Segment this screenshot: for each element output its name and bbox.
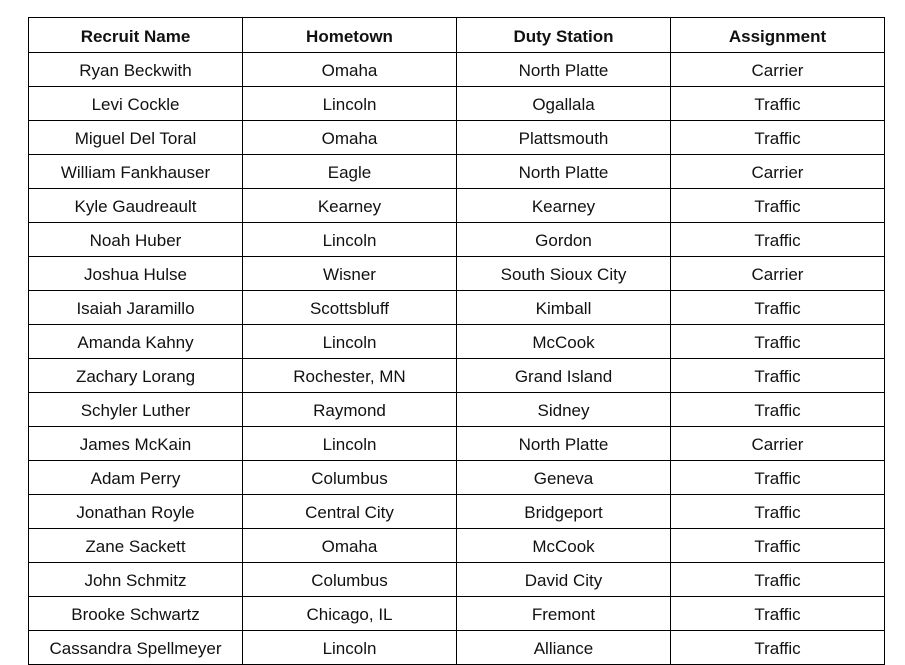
cell-duty-station: David City	[457, 563, 671, 597]
cell-recruit-name: John Schmitz	[29, 563, 243, 597]
cell-assignment: Traffic	[671, 223, 885, 257]
cell-assignment: Traffic	[671, 189, 885, 223]
cell-duty-station: Geneva	[457, 461, 671, 495]
cell-duty-station: Plattsmouth	[457, 121, 671, 155]
cell-duty-station: Bridgeport	[457, 495, 671, 529]
cell-duty-station: North Platte	[457, 427, 671, 461]
cell-recruit-name: James McKain	[29, 427, 243, 461]
cell-hometown: Chicago, IL	[243, 597, 457, 631]
cell-duty-station: Ogallala	[457, 87, 671, 121]
table-header	[29, 18, 885, 53]
cell-hometown: Columbus	[243, 461, 457, 495]
header-assignment: Assignment	[671, 18, 885, 53]
cell-recruit-name: Amanda Kahny	[29, 325, 243, 359]
cell-assignment: Traffic	[671, 631, 885, 665]
cell-recruit-name: Isaiah Jaramillo	[29, 291, 243, 325]
cell-hometown: Lincoln	[243, 325, 457, 359]
table-body	[29, 53, 885, 665]
cell-duty-station: Fremont	[457, 597, 671, 631]
cell-recruit-name: Zachary Lorang	[29, 359, 243, 393]
cell-hometown: Lincoln	[243, 427, 457, 461]
cell-duty-station: Sidney	[457, 393, 671, 427]
cell-duty-station: Kearney	[457, 189, 671, 223]
cell-hometown: Omaha	[243, 53, 457, 87]
cell-recruit-name: Schyler Luther	[29, 393, 243, 427]
cell-hometown: Rochester, MN	[243, 359, 457, 393]
cell-assignment: Traffic	[671, 495, 885, 529]
cell-hometown: Omaha	[243, 121, 457, 155]
cell-duty-station: Gordon	[457, 223, 671, 257]
header-duty-station: Duty Station	[457, 18, 671, 53]
cell-hometown: Eagle	[243, 155, 457, 189]
table-row	[29, 631, 885, 665]
cell-recruit-name: Kyle Gaudreault	[29, 189, 243, 223]
cell-recruit-name: Adam Perry	[29, 461, 243, 495]
table-row	[29, 461, 885, 495]
cell-duty-station: Alliance	[457, 631, 671, 665]
cell-duty-station: North Platte	[457, 155, 671, 189]
cell-recruit-name: Jonathan Royle	[29, 495, 243, 529]
table-row	[29, 291, 885, 325]
cell-assignment: Traffic	[671, 563, 885, 597]
cell-hometown: Lincoln	[243, 223, 457, 257]
cell-duty-station: Grand Island	[457, 359, 671, 393]
cell-assignment: Carrier	[671, 257, 885, 291]
table-row	[29, 427, 885, 461]
cell-recruit-name: Noah Huber	[29, 223, 243, 257]
cell-assignment: Traffic	[671, 393, 885, 427]
cell-hometown: Wisner	[243, 257, 457, 291]
cell-assignment: Carrier	[671, 155, 885, 189]
cell-hometown: Raymond	[243, 393, 457, 427]
cell-assignment: Carrier	[671, 53, 885, 87]
table-row	[29, 529, 885, 563]
cell-recruit-name: Ryan Beckwith	[29, 53, 243, 87]
cell-assignment: Traffic	[671, 325, 885, 359]
cell-duty-station: McCook	[457, 529, 671, 563]
header-row	[29, 18, 885, 53]
cell-duty-station: North Platte	[457, 53, 671, 87]
table-row	[29, 359, 885, 393]
table-row	[29, 495, 885, 529]
cell-recruit-name: Miguel Del Toral	[29, 121, 243, 155]
cell-assignment: Traffic	[671, 359, 885, 393]
table-row	[29, 325, 885, 359]
table-row	[29, 597, 885, 631]
table-row	[29, 155, 885, 189]
cell-hometown: Kearney	[243, 189, 457, 223]
cell-recruit-name: Levi Cockle	[29, 87, 243, 121]
cell-duty-station: Kimball	[457, 291, 671, 325]
table-row	[29, 87, 885, 121]
table-row	[29, 53, 885, 87]
cell-recruit-name: Cassandra Spellmeyer	[29, 631, 243, 665]
cell-hometown: Omaha	[243, 529, 457, 563]
cell-recruit-name: William Fankhauser	[29, 155, 243, 189]
table-row	[29, 189, 885, 223]
table-row	[29, 563, 885, 597]
cell-assignment: Traffic	[671, 87, 885, 121]
cell-duty-station: South Sioux City	[457, 257, 671, 291]
recruit-assignments-table	[28, 17, 885, 665]
cell-hometown: Lincoln	[243, 631, 457, 665]
cell-assignment: Traffic	[671, 461, 885, 495]
cell-assignment: Traffic	[671, 597, 885, 631]
table-row	[29, 257, 885, 291]
header-recruit-name: Recruit Name	[29, 18, 243, 53]
cell-assignment: Traffic	[671, 121, 885, 155]
cell-hometown: Central City	[243, 495, 457, 529]
cell-assignment: Traffic	[671, 291, 885, 325]
cell-assignment: Carrier	[671, 427, 885, 461]
cell-recruit-name: Zane Sackett	[29, 529, 243, 563]
cell-hometown: Scottsbluff	[243, 291, 457, 325]
table-row	[29, 223, 885, 257]
table-row	[29, 393, 885, 427]
cell-hometown: Lincoln	[243, 87, 457, 121]
cell-assignment: Traffic	[671, 529, 885, 563]
cell-duty-station: McCook	[457, 325, 671, 359]
cell-recruit-name: Brooke Schwartz	[29, 597, 243, 631]
table-row	[29, 121, 885, 155]
header-hometown: Hometown	[243, 18, 457, 53]
cell-hometown: Columbus	[243, 563, 457, 597]
cell-recruit-name: Joshua Hulse	[29, 257, 243, 291]
